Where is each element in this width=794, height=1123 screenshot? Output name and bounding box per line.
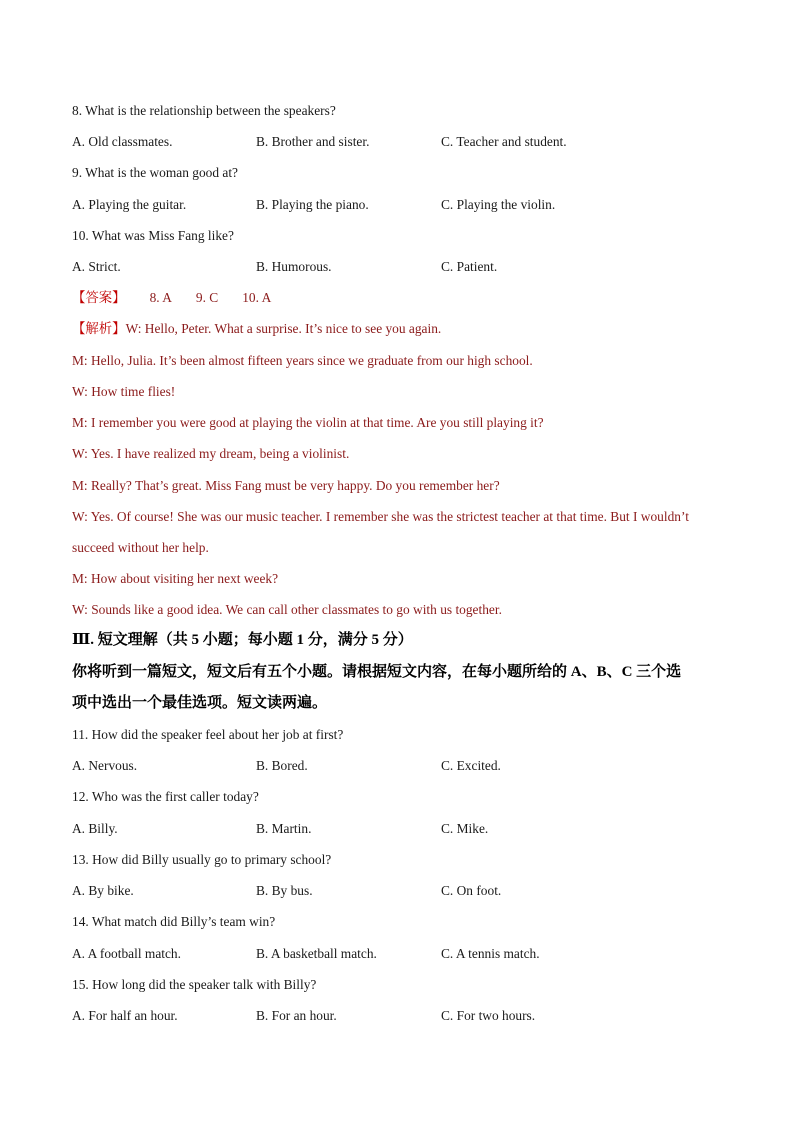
analysis-line: succeed without her help. bbox=[72, 540, 209, 555]
analysis-label: 【解析】 bbox=[72, 321, 126, 336]
analysis-line: M: Hello, Julia. It’s been almost fifteen years since we graduate from our high school. bbox=[72, 353, 533, 368]
section-instruction: 项中选出一个最佳选项。短文读两遍。 bbox=[72, 695, 328, 711]
option-13b: B. By bus. bbox=[256, 883, 313, 898]
option-8a: A. Old classmates. bbox=[72, 134, 173, 149]
option-15a: A. For half an hour. bbox=[72, 1008, 178, 1023]
question-15: 15. How long did the speaker talk with Billy? bbox=[72, 977, 317, 992]
answer-item: 8. A bbox=[149, 290, 172, 305]
question-10: 10. What was Miss Fang like? bbox=[72, 228, 234, 243]
option-8c: C. Teacher and student. bbox=[441, 134, 567, 149]
answer-item: 9. C bbox=[195, 290, 219, 305]
analysis-line: M: How about visiting her next week? bbox=[72, 571, 279, 586]
question-8: 8. What is the relationship between the speakers? bbox=[72, 103, 336, 118]
option-9b: B. Playing the piano. bbox=[256, 197, 369, 212]
option-15c: C. For two hours. bbox=[441, 1008, 536, 1023]
analysis-line: W: How time flies! bbox=[72, 384, 176, 399]
option-14c: C. A tennis match. bbox=[441, 946, 540, 961]
answer-item: 10. A bbox=[242, 290, 272, 305]
option-11b: B. Bored. bbox=[256, 758, 308, 773]
question-11: 11. How did the speaker feel about her job at first? bbox=[72, 727, 344, 742]
option-8b: B. Brother and sister. bbox=[256, 134, 370, 149]
question-13: 13. How did Billy usually go to primary school? bbox=[72, 852, 332, 867]
analysis-line: W: Yes. I have realized my dream, being a violinist. bbox=[72, 446, 350, 461]
analysis-line: M: I remember you were good at playing the violin at that time. Are you still playing it? bbox=[72, 415, 544, 430]
question-9: 9. What is the woman good at? bbox=[72, 165, 238, 180]
option-10c: C. Patient. bbox=[441, 259, 498, 274]
option-12c: C. Mike. bbox=[441, 821, 489, 836]
option-13c: C. On foot. bbox=[441, 883, 502, 898]
option-12a: A. Billy. bbox=[72, 821, 118, 836]
section-heading: Ⅲ. 短文理解（共 5 小题；每小题 1 分，满分 5 分） bbox=[72, 632, 413, 648]
option-15b: B. For an hour. bbox=[256, 1008, 337, 1023]
option-14b: B. A basketball match. bbox=[256, 946, 377, 961]
analysis-line: W: Yes. Of course! She was our music teacher. I remember she was the strictest teacher at that time. But I wouldn’t bbox=[72, 509, 689, 524]
option-14a: A. A football match. bbox=[72, 946, 181, 961]
option-10a: A. Strict. bbox=[72, 259, 121, 274]
question-14: 14. What match did Billy’s team win? bbox=[72, 914, 276, 929]
option-9a: A. Playing the guitar. bbox=[72, 197, 187, 212]
option-11a: A. Nervous. bbox=[72, 758, 138, 773]
answer-label: 【答案】 bbox=[72, 290, 126, 305]
analysis-line bbox=[72, 320, 441, 338]
option-12b: B. Martin. bbox=[256, 821, 312, 836]
option-9c: C. Playing the violin. bbox=[441, 197, 556, 212]
option-13a: A. By bike. bbox=[72, 883, 134, 898]
analysis-line: W: Sounds like a good idea. We can call other classmates to go with us together. bbox=[72, 602, 502, 617]
option-11c: C. Excited. bbox=[441, 758, 501, 773]
option-10b: B. Humorous. bbox=[256, 259, 332, 274]
answer-line bbox=[72, 289, 271, 307]
section-instruction: 你将听到一篇短文，短文后有五个小题。请根据短文内容，在每小题所给的 A、B、C 三个选 bbox=[72, 664, 682, 680]
analysis-line: M: Really? That’s great. Miss Fang must be very happy. Do you remember her? bbox=[72, 478, 500, 493]
question-12: 12. Who was the first caller today? bbox=[72, 789, 259, 804]
analysis-text: W: Hello, Peter. What a surprise. It’s nice to see you again. bbox=[125, 321, 442, 336]
